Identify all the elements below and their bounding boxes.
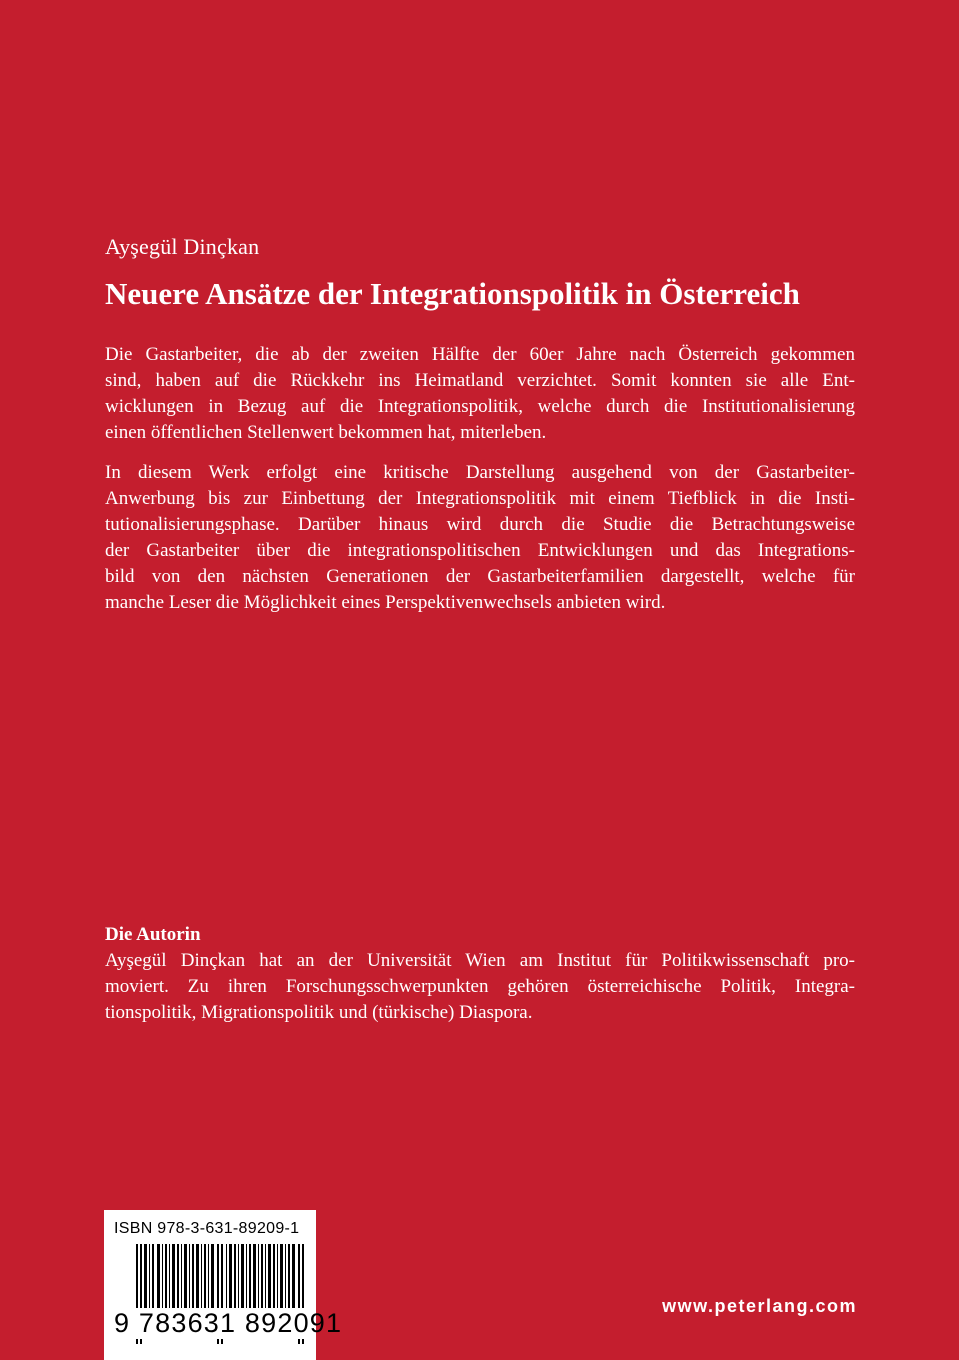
bio-line: Ayşegül Dinçkan hat an der Universität Wien am Institut für Politikwissenschaft pro- [105,950,855,971]
book-title: Neuere Ansätze der Integrationspolitik in Österreich [105,276,800,311]
isbn-barcode-box [104,1210,343,1360]
blurb-line: In diesem Werk erfolgt eine kritische Darstellung ausgehend von der Gastarbeiter- [105,462,855,483]
blurb-line: Die Gastarbeiter, die ab der zweiten Hälfte der 60er Jahre nach Österreich gekommen [105,344,855,365]
author-name: Ayşegül Dinçkan [105,234,260,259]
blurb-line: wicklungen in Bezug auf die Integrationspolitik, welche durch die Institutionalisierung [105,396,855,417]
bio-line: moviert. Zu ihren Forschungsschwerpunkten gehören österreichische Politik, Integra- [105,976,855,997]
blurb-paragraph-2 [105,460,855,616]
bio-line: tionspolitik, Migrationspolitik und (türkische) Diaspora. [105,1002,533,1023]
blurb-line: tutionalisierungsphase. Darüber hinaus wird durch die Studie die Betrachtungsweise [105,514,855,535]
about-author-text [105,948,855,1026]
blurb-paragraph-1 [105,342,855,446]
blurb-line: Anwerbung bis zur Einbettung der Integrationspolitik mit einem Tiefblick in die Insti- [105,488,855,509]
blurb-line: der Gastarbeiter über die integrationspolitischen Entwicklungen und das Integrations- [105,540,855,561]
blurb-line: bild von den nächsten Generationen der Gastarbeiterfamilien dargestellt, welche für [105,566,855,587]
blurb-line: sind, haben auf die Rückkehr ins Heimatland verzichtet. Somit konnten sie alle Ent- [105,370,855,391]
blurb-line: einen öffentlichen Stellenwert bekommen hat, miterleben. [105,422,547,443]
publisher-url: www.peterlang.com [662,1296,857,1316]
about-author-heading: Die Autorin [105,924,201,945]
blurb-line: manche Leser die Möglichkeit eines Perspektivenwechsels anbieten wird. [105,592,666,613]
barcode-digits: 9 783631 892091 [114,1308,343,1338]
isbn-label: ISBN 978-3-631-89209-1 [114,1220,300,1237]
